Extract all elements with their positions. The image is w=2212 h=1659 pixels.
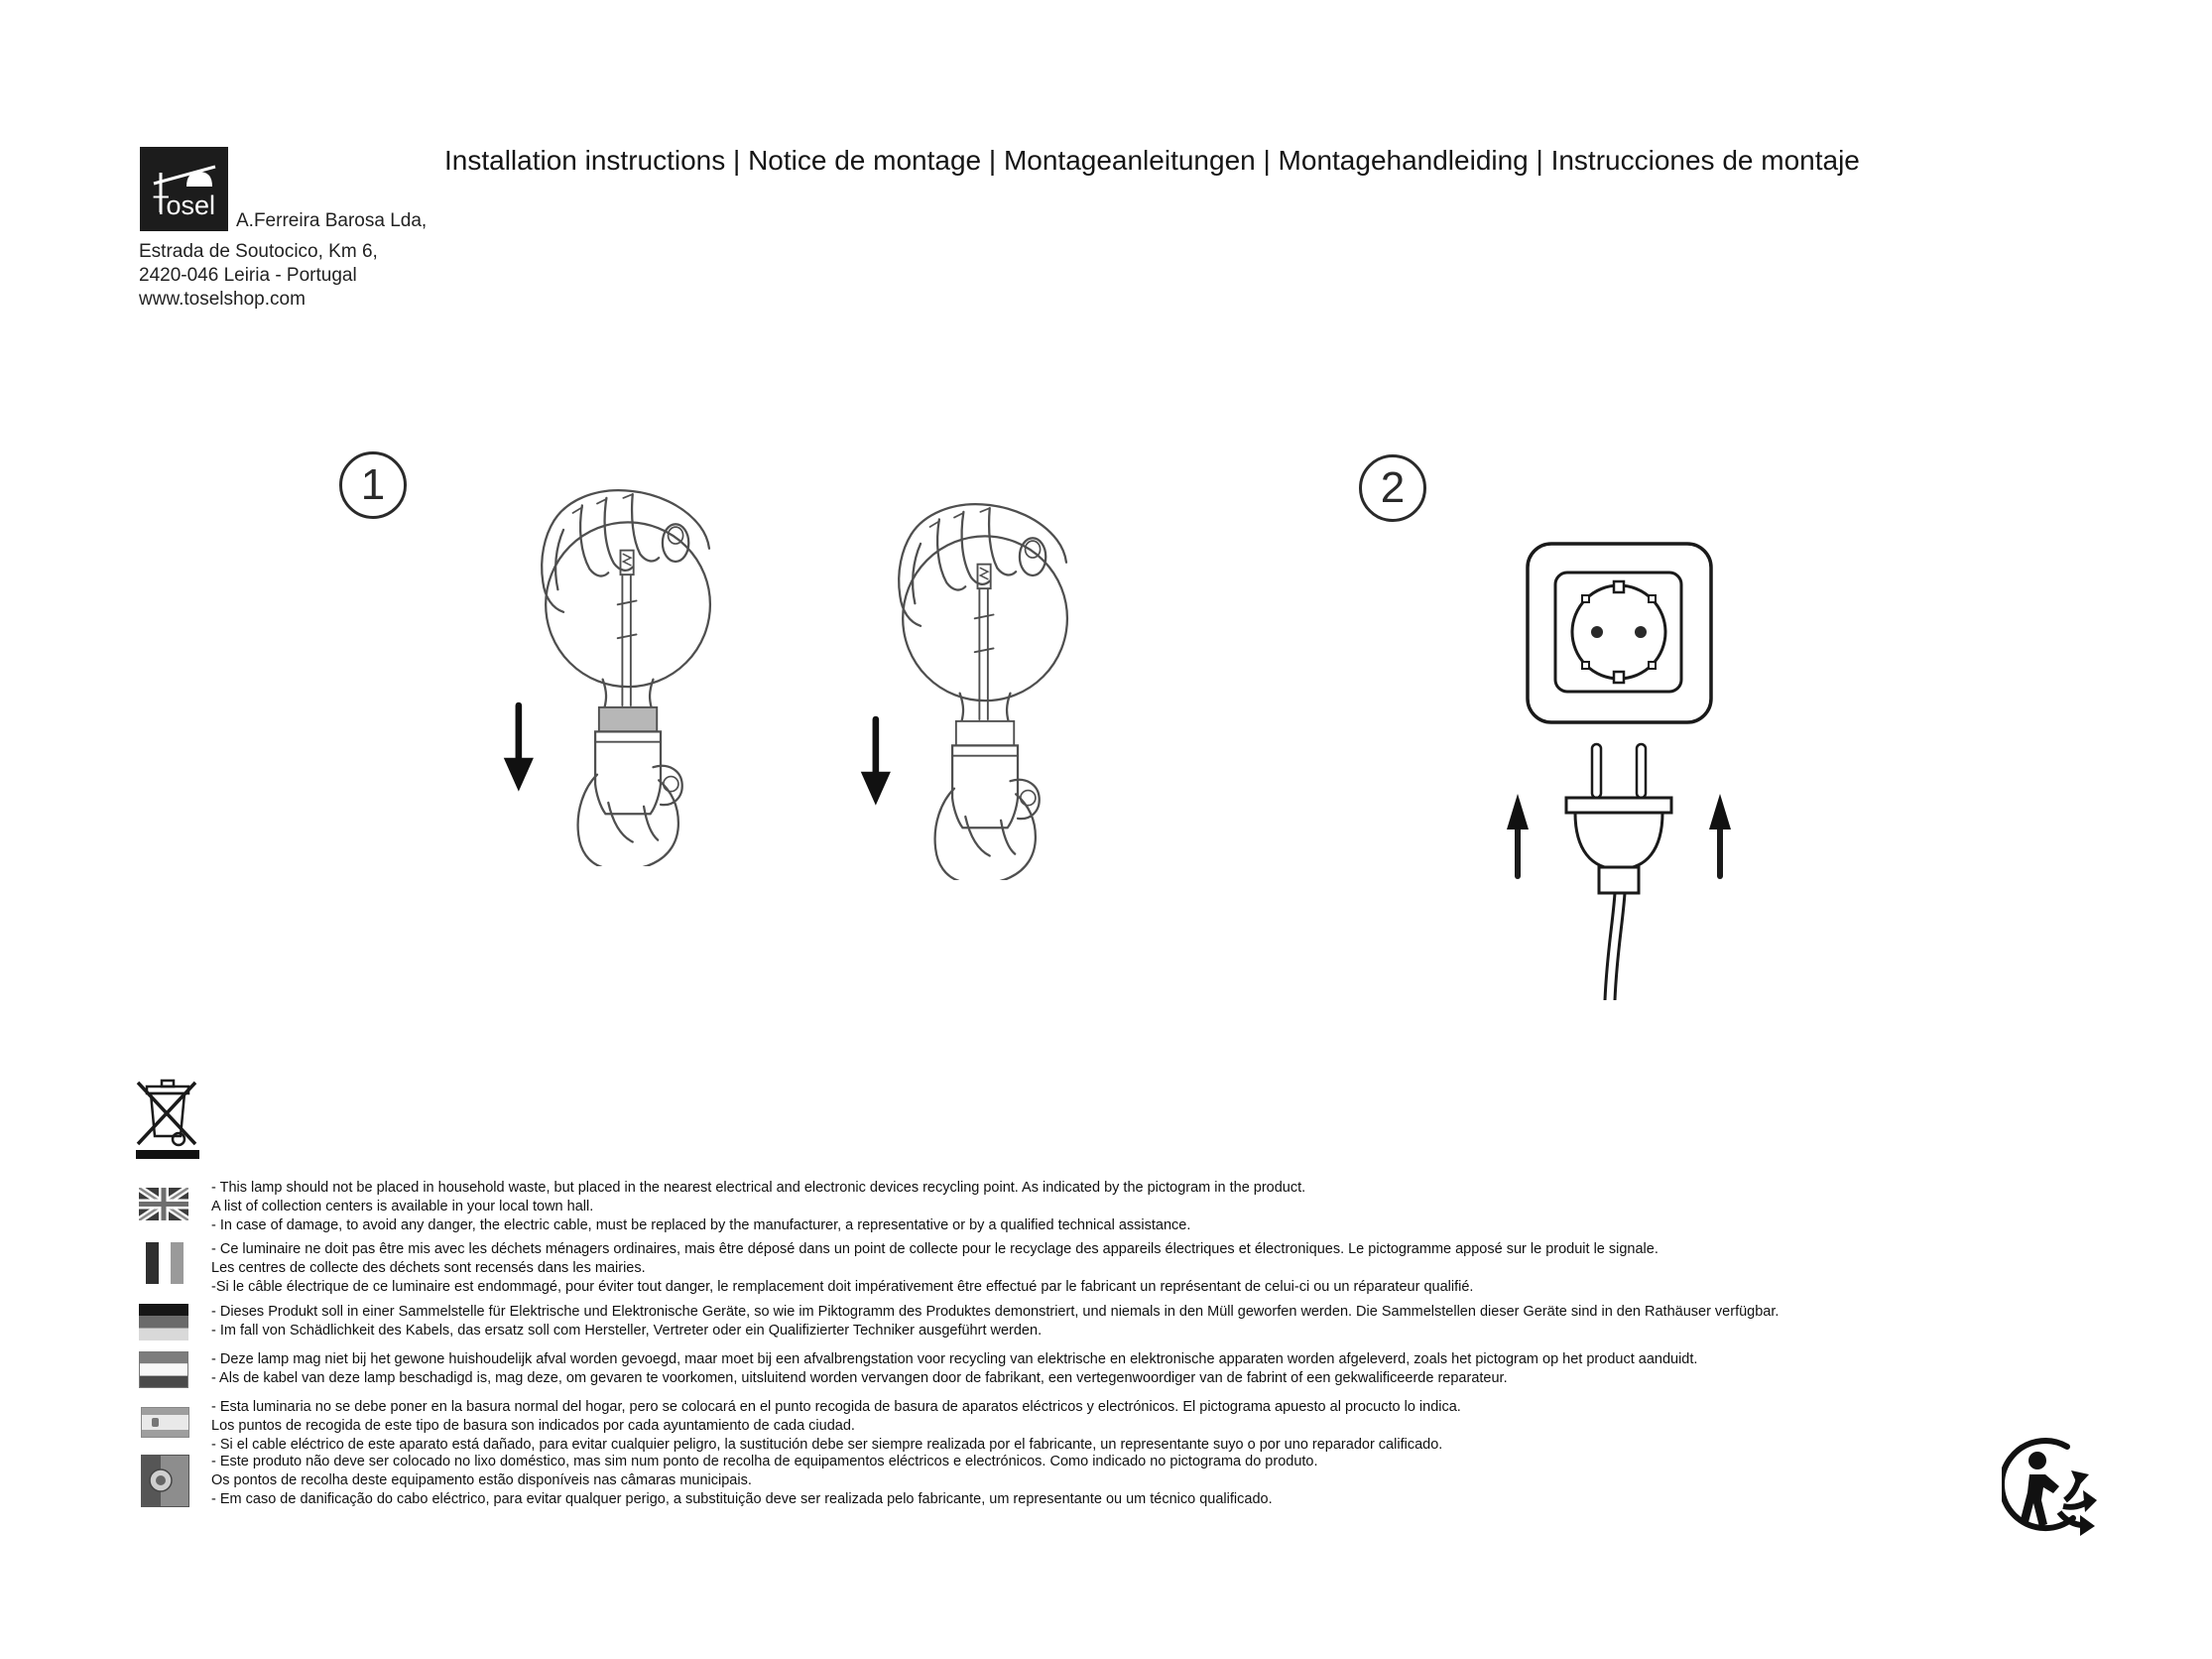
germany-flag-icon [139,1304,188,1340]
weee-crossed-bin-icon [132,1067,203,1161]
notice-german [211,1303,1957,1340]
notice-line: - This lamp should not be placed in household waste, but placed in the nearest electrical and electronic devices recycling point. As indicated by the pictogram in the product. [211,1180,1306,1196]
address-line-2: 2420-046 Leiria - Portugal [139,265,357,286]
notice-line: - Als de kabel van deze lamp beschadigd is, mag deze, om gevaren te voorkomen, uitsluitend worden vervangen door de fabrikant, een vertegenwoordiger van de fabrint of een gekwalificeerde reparateur. [211,1370,1508,1386]
notice-line: -Si le câble électrique de ce luminaire est endommagé, pour éviter tout danger, le remplacement doit impérativement être effectué par le fabricant un représentant de celui-ci ou un réparateur qualifié. [211,1279,1474,1295]
notice-line: - Esta luminaria no se debe poner en la basura normal del hogar, pero se colocará en el punto recogida de basura de aparatos eléctricos y electrónicos. El pictograma apuesto al procucto lo indica. [211,1399,1461,1415]
notice-line: Os pontos de recolha deste equipamento estão disponíveis nas câmaras municipais. [211,1472,752,1488]
bulb-insert-illustration-2 [821,478,1102,880]
triman-recycling-icon [2002,1431,2097,1540]
uk-flag-icon [139,1188,188,1220]
notice-line: - Dieses Produkt soll in einer Sammelstelle für Elektrische und Elektronische Geräte, so wie im Piktogramm des Produktes demonstriert, und niemals in den Müll geworfen werden. Die Sammelstellen dieser Geräte sind in den Rathäuser verfügbar. [211,1304,1780,1320]
notice-line: - Ce luminaire ne doit pas être mis avec les déchets ménagers ordinaires, mais être déposé dans un point de collecte pour le recyclage des appareils électriques et électroniques. Le pictogramme apposé sur le produit le signale. [211,1241,1659,1257]
company-name: A.Ferreira Barosa Lda, [236,210,428,231]
logo-wordmark: Tosel [153,191,216,220]
website-url: www.toselshop.com [139,289,306,310]
notice-line: - Este produto não deve ser colocado no lixo doméstico, mas sim num ponto de recolha de equipamentos eléctricos e electrónicos. Como indicado no pictograma do produto. [211,1454,1318,1469]
notice-line: - Em caso de danificação do cabo eléctrico, para evitar qualquer perigo, a substituição deve ser realizada pelo fabricante, um representante ou um técnico qualificado. [211,1491,1273,1507]
notice-line: - In case of damage, to avoid any danger, the electric cable, must be replaced by the manufacturer, a representative or by a qualified technical assistance. [211,1217,1191,1233]
address-line-1: Estrada de Soutocico, Km 6, [139,241,378,262]
spain-flag-icon [141,1407,189,1438]
notice-spanish [211,1398,1957,1455]
portugal-flag-icon [141,1455,189,1507]
notice-line: - Im fall von Schädlichkeit des Kabels, das ersatz soll com Hersteller, Vertreter oder ein Qualifizierter Techniker ausgeführt werden. [211,1323,1043,1339]
step-1-badge [339,451,407,519]
notice-dutch [211,1350,1957,1388]
france-flag-icon [145,1242,184,1284]
notice-line: - Si el cable eléctrico de este aparato está dañado, para evitar cualquier peligro, la sustitución debe ser siempre realizada por el fabricante, un representante suyo o por uno reparador calificado. [211,1437,1443,1453]
notice-line: Les centres de collecte des déchets sont recensés dans les mairies. [211,1260,646,1276]
notice-portuguese [211,1453,1957,1509]
tosel-logo [140,147,228,231]
step-2-badge [1359,454,1426,522]
netherlands-flag-icon [139,1351,188,1388]
socket-and-plug-illustration [1490,534,1748,1000]
step-1-number: 1 [360,460,386,509]
notice-french [211,1240,1957,1297]
step-2-number: 2 [1380,463,1406,512]
notice-line: - Deze lamp mag niet bij het gewone huishoudelijk afval worden gevoegd, maar moet bij een afvalbrengstation voor recycling van elektrische en elektronische apparaten worden afgeleverd, zoals het pictogram op het product aanduidt. [211,1351,1698,1367]
notice-line: Los puntos de recogida de este tipo de basura son indicados por cada ayuntamiento de cada ciudad. [211,1418,855,1434]
bulb-insert-illustration-1 [464,464,745,866]
notice-line: A list of collection centers is available in your local town hall. [211,1199,594,1214]
notice-english [211,1179,1957,1235]
page-title: Installation instructions | Notice de montage | Montageanleitungen | Montagehandleiding | Instrucciones de montaje [444,145,1860,176]
